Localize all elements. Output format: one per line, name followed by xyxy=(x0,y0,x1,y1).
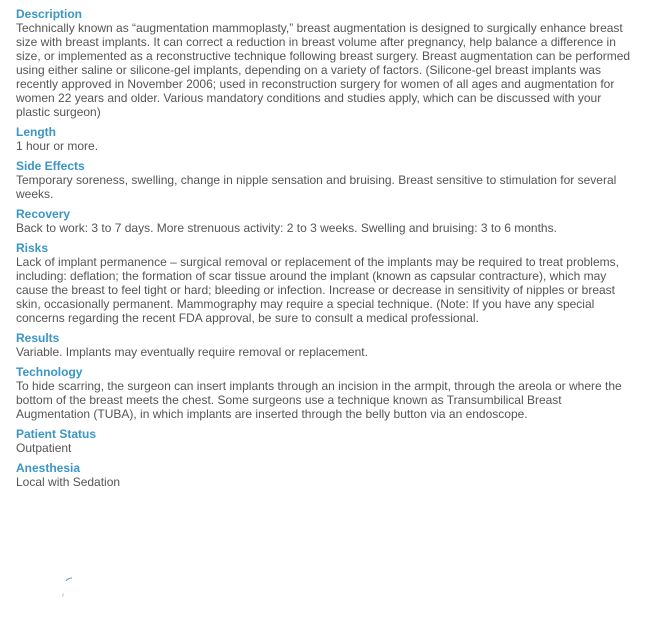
description-heading: Description xyxy=(16,7,83,21)
anesthesia-text: Local with Sedation xyxy=(16,475,121,489)
results-section xyxy=(16,331,636,359)
results-text: Variable. Implants may eventually require removal or replacement. xyxy=(16,345,368,359)
recovery-section xyxy=(16,207,636,235)
recovery-text: Back to work: 3 to 7 days. More strenuous activity: 2 to 3 weeks. Swelling and bruising: 3 to 6 months. xyxy=(16,221,557,235)
technology-heading: Technology xyxy=(16,365,83,379)
recovery-heading: Recovery xyxy=(16,207,71,221)
risks-section xyxy=(16,241,636,325)
length-section xyxy=(16,125,636,153)
results-heading: Results xyxy=(16,331,60,345)
patient-status-section xyxy=(16,427,636,455)
technology-text: To hide scarring, the surgeon can insert implants through an incision in the armpit, through the areola or where the bottom of the breast meets the chest. Some surgeons use a technique known as Transumbilical Breast Augmentation (TUBA), in which implants are inserted through the belly button via an endoscope. xyxy=(16,379,622,421)
technology-section xyxy=(16,365,636,421)
risks-heading: Risks xyxy=(16,241,49,255)
description-text: Technically known as “augmentation mammoplasty,” breast augmentation is designed to surgically enhance breast size with breast implants. It can correct a reduction in breast volume after pregnancy, help balance a difference in size, or implemented as a reconstructive technique following breast surgery. Breast augmentation can be performed using either saline or silicone-gel implants, depending on a variety of factors. (Silicone-gel breast implants was recently approved in November 2006; used in reconstruction surgery for women of all ages and augmentation for women 22 years and older. Various mandatory conditions and studies apply, which can be discussed with your plastic surgeon) xyxy=(16,21,631,119)
side-effects-section xyxy=(16,159,636,201)
anesthesia-heading: Anesthesia xyxy=(16,461,81,475)
patient-status-heading: Patient Status xyxy=(16,427,97,441)
procedure-details xyxy=(16,7,636,495)
side-effects-text: Temporary soreness, swelling, change in nipple sensation and bruising. Breast sensitive to stimulation for several weeks. xyxy=(16,173,617,201)
length-heading: Length xyxy=(16,125,56,139)
description-section xyxy=(16,7,636,119)
patient-status-text: Outpatient xyxy=(16,441,72,455)
side-effects-heading: Side Effects xyxy=(16,159,85,173)
anesthesia-section xyxy=(16,461,636,489)
length-text: 1 hour or more. xyxy=(16,139,99,153)
risks-text: Lack of implant permanence – surgical removal or replacement of the implants may be required to treat problems, including: deflation; the formation of scar tissue around the implant (known as capsular contracture), which may cause the breast to feel tight or hard; bleeding or infection. Increase or decrease in sensitivity of nipples or breast skin, occasionally permanent. Mammography may require a special technique. (Note: If you have any special concerns regarding the recent FDA approval, be sure to consult a medical professional. xyxy=(16,255,619,325)
decorative-swirl-icon xyxy=(60,576,74,598)
